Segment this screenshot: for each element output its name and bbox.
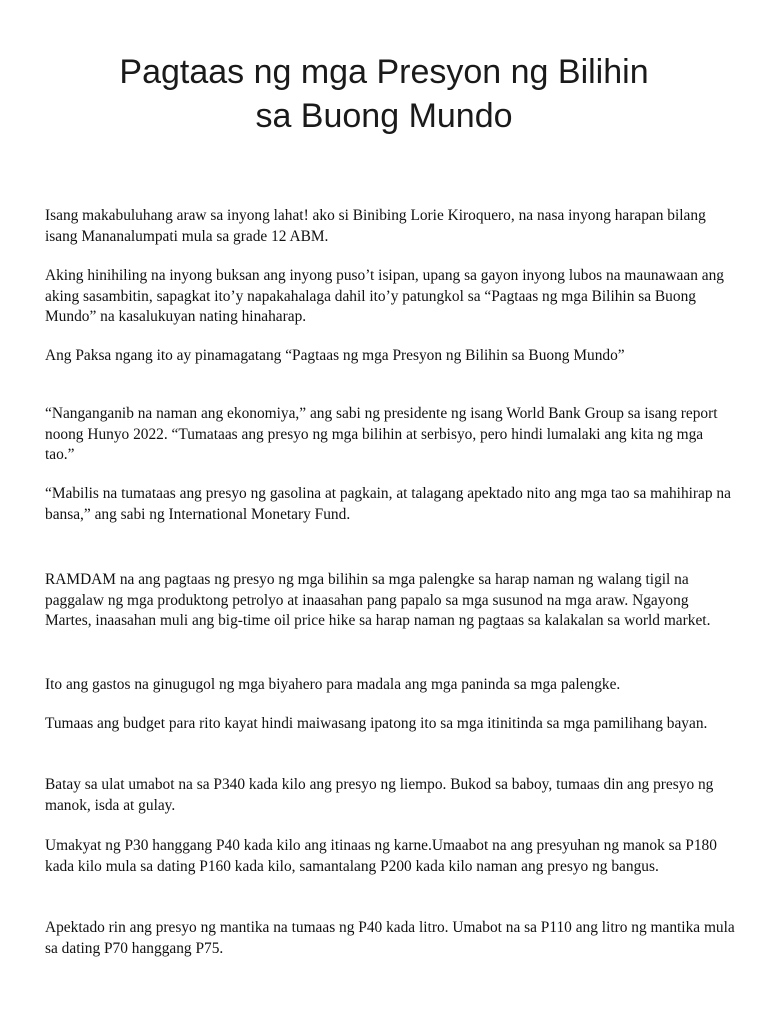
paragraph-mantika: Apektado rin ang presyo ng mantika na tumaas ng P40 kada litro. Umabot na sa P110 ang litro ng mantika mula sa dating P70 hanggang P75. — [45, 919, 735, 957]
title-line-1: Pagtaas ng mga Presyon ng Bilihin — [119, 53, 649, 91]
paragraph-liempo: Batay sa ulat umabot na sa P340 kada kilo ang presyo ng liempo. Bukod sa baboy, tumaas din ang presyo ng manok, isda at gulay. — [45, 776, 714, 814]
paragraph-budget: Tumaas ang budget para rito kayat hindi maiwasang ipatong ito sa mga itinitinda sa mga pamilihang bayan. — [45, 715, 708, 732]
paragraph-request: Aking hinihiling na inyong buksan ang inyong puso’t isipan, upang sa gayon inyong lubos na maunawaan ang aking sasambitin, sapagkat ito’y napakahalaga dahil ito’y patungkol sa “Pagtaas ng mga Bilihin sa Buong Mundo” na kasalukuyan nating hinaharap. — [45, 267, 724, 325]
paragraph-gastos: Ito ang gastos na ginugugol ng mga biyahero para madala ang mga paninda sa mga palengke. — [45, 676, 621, 693]
paragraph-imf-quote: “Mabilis na tumataas ang presyo ng gasolina at pagkain, at talagang apektado nito ang mga tao sa mahihirap na bansa,” ang sabi ng International Monetary Fund. — [45, 485, 731, 523]
document-title — [40, 50, 728, 138]
paragraph-world-bank-quote: “Nanganganib na naman ang ekonomiya,” ang sabi ng presidente ng isang World Bank Group sa isang report noong Hunyo 2022. “Tumataas ang presyo ng mga bilihin at serbisyo, pero hindi lumalaki ang kita ng mga tao.” — [45, 405, 718, 463]
paragraph-ramdam: RAMDAM na ang pagtaas ng presyo ng mga bilihin sa mga palengke sa harap naman ng walang tigil na paggalaw ng mga produktong petrolyo at inaasahan pang papalo sa mga susunod na mga araw. Ngayong Martes, inaasahan muli ang big-time oil price hike sa harap naman ng pagtaas sa kalakalan sa world market. — [45, 571, 711, 629]
paragraph-topic: Ang Paksa ngang ito ay pinamagatang “Pagtaas ng mga Presyon ng Bilihin sa Buong Mundo” — [45, 347, 625, 364]
title-line-2: sa Buong Mundo — [255, 97, 513, 135]
paragraph-karne: Umakyat ng P30 hanggang P40 kada kilo ang itinaas ng karne.Umaabot na ang presyuhan ng manok sa P180 kada kilo mula sa dating P160 kada kilo, samantalang P200 kada kilo naman ang presyo ng bangus. — [45, 837, 717, 875]
paragraph-introduction: Isang makabuluhang araw sa inyong lahat! ako si Binibing Lorie Kiroquero, na nasa inyong harapan bilang isang Mananalumpati mula sa grade 12 ABM. — [45, 207, 706, 245]
